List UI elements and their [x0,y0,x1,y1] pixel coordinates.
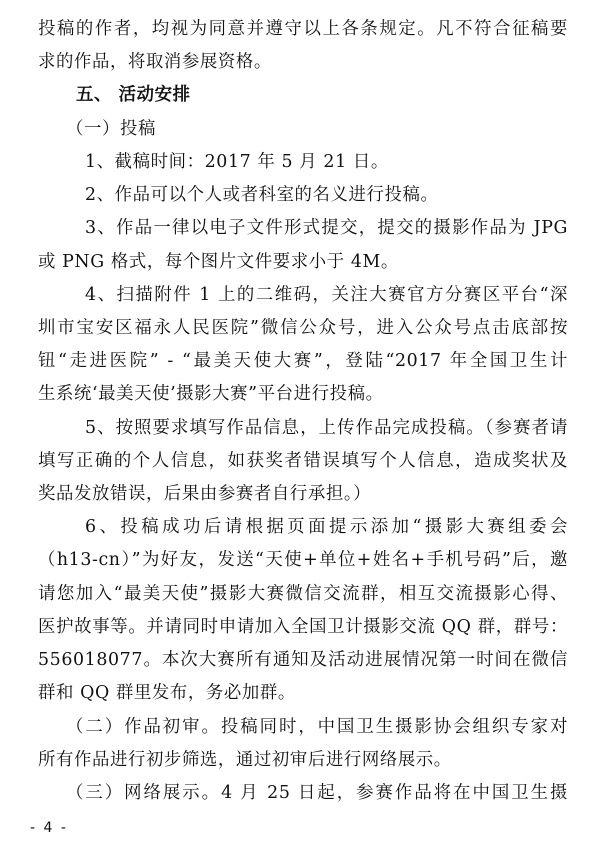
text-line: 2、作品可以个人或者科室的名义进行投稿。 [85,185,439,205]
text-line: 3、作品一律以电子文件形式提交，提交的摄影作品为 JPG [85,218,568,238]
text-line: 5、按照要求填写作品信息，上传作品完成投稿。（参赛者请 [85,418,568,438]
text-line: （二）作品初审。投稿同时，中国卫生摄影协会组织专家对 [66,717,568,737]
page-number: - 4 - [30,820,68,836]
text-line: 奖品发放错误，后果由参赛者自行承担。） [38,484,372,504]
text-line: 1、截稿时间：2017 年 5 月 21 日。 [85,152,389,172]
text-line: 请您加入“最美天使”摄影大赛微信交流群，相互交流摄影心得、 [38,584,568,604]
text-line: 群和 QQ 群里发布，务必加群。 [38,683,296,703]
subsection-heading: （一）投稿 [66,119,156,139]
text-line: 填写正确的个人信息，如获奖者错误填写个人信息，造成奖状及 [38,451,568,471]
text-line: （h13-cn）”为好友，发送“天使+单位+姓名+手机号码”后，邀 [38,550,568,570]
text-line: （三）网络展示。4 月 25 日起，参赛作品将在中国卫生摄 [66,783,568,803]
text-line: 圳市宝安区福永人民医院”微信公众号，进入公众号点击底部按 [38,318,568,338]
text-line: 投稿的作者，均视为同意并遵守以上各条规定。凡不符合征稿要 [38,19,568,39]
text-line: 4、扫描附件 1 上的二维码，关注大赛官方分赛区平台“深 [85,285,568,305]
section-heading: 五、 活动安排 [76,85,191,105]
text-line: 求的作品，将取消参展资格。 [38,52,272,72]
text-line: 生系统‘最美天使’摄影大赛”平台进行投稿。 [38,384,384,404]
text-line: 556018077。本次大赛所有通知及活动进展情况第一时间在微信 [38,650,568,670]
text-line: 或 PNG 格式，每个图片文件要求小于 4M。 [38,252,399,272]
text-line: 6、投稿成功后请根据页面提示添加“摄影大赛组委会 [85,517,568,537]
text-line: 钮“走进医院” - “最美天使大赛”，登陆“2017 年全国卫生计 [38,351,568,371]
text-line: 所有作品进行初步筛选，通过初审后进行网络展示。 [38,750,452,770]
text-line: 医护故事等。并请同时申请加入全国卫计摄影交流 QQ 群，群号： [38,617,568,637]
